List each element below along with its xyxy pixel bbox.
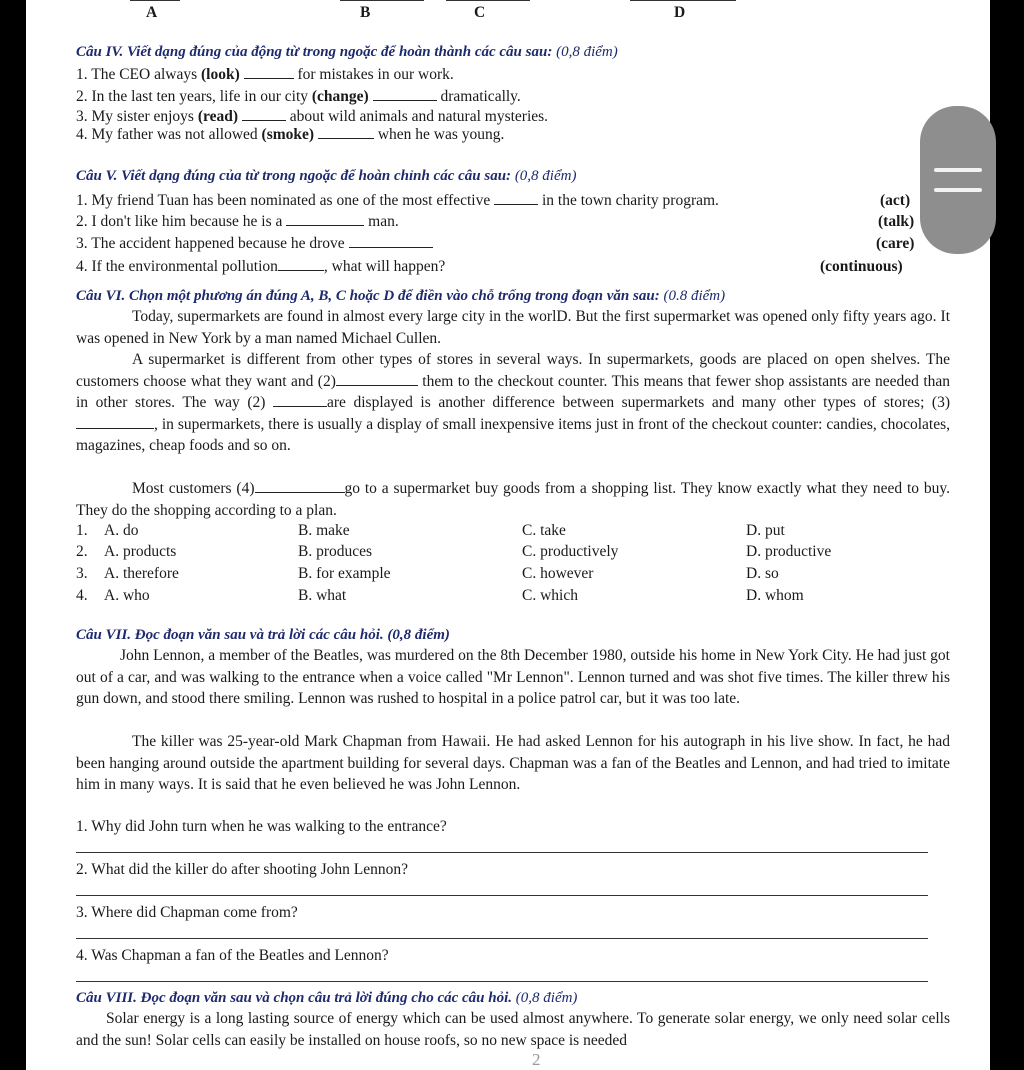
section-4-item-2: 2. In the last ten years, life in our city (change) dramatically. — [76, 88, 521, 105]
answer-letter-c: C — [474, 4, 486, 21]
answer-line-c — [446, 0, 530, 1]
answer-blank[interactable] — [278, 258, 324, 271]
option-a[interactable]: A. products — [104, 543, 177, 560]
question-4: 4. Was Chapman a fan of the Beatles and Lennon? — [76, 947, 389, 964]
section-6-title: Câu VI. Chọn một phương án đúng A, B, C hoặc D để điền vào chỗ trống trong đoạn văn sau: — [76, 288, 660, 304]
section-5-item-3: 3. The accident happened because he drove — [76, 235, 433, 253]
screen-frame-left — [0, 0, 26, 1070]
answer-letter-d: D — [674, 4, 686, 21]
option-b[interactable]: B. make — [298, 522, 350, 539]
section-5-points: (0,8 điểm) — [514, 168, 577, 184]
answer-line[interactable] — [76, 981, 928, 982]
section-7-paragraph-1: John Lennon, a member of the Beatles, was murdered on the 8th December 1980, outside his home in New York City. He had just got out of a car, and was walking to the entrance when a voice called "Mr Lennon". Lennon turned and was shot five times. The killer threw his gun down, and stood there smiling. Lennon was rushed to hospital in a police patrol car, but it was too late. — [76, 647, 950, 707]
section-4-title: Câu IV. Viết dạng đúng của động từ trong ngoặc để hoàn thành các câu sau: — [76, 44, 553, 60]
option-d[interactable]: D. productive — [746, 543, 832, 560]
option-b[interactable]: B. produces — [298, 543, 373, 560]
answer-line-b — [340, 0, 424, 1]
section-5-heading — [76, 168, 576, 185]
option-a[interactable]: A. do — [104, 522, 139, 539]
option-a[interactable]: A. who — [104, 587, 150, 604]
option-d[interactable]: D. put — [746, 522, 785, 539]
question-1: 1. Why did John turn when he was walking to the entrance? — [76, 818, 447, 835]
section-8-points: (0,8 điểm) — [515, 990, 578, 1006]
section-8-title: Câu VIII. Đọc đoạn văn sau và chọn câu trả lời đúng cho các câu hỏi. — [76, 990, 513, 1006]
answer-letter-b: B — [360, 4, 371, 21]
answer-letter-a: A — [146, 4, 158, 21]
option-b[interactable]: B. what — [298, 587, 347, 604]
grip-line-icon — [934, 168, 982, 172]
scroll-handle[interactable] — [920, 106, 996, 254]
answer-blank[interactable] — [242, 108, 286, 121]
section-7-paragraph-2: The killer was 25-year-old Mark Chapman from Hawaii. He had asked Lennon for his autograph in his live show. In fact, he had been hanging around outside the apartment building for several days. Chapman was a fan of the Beatles and Lennon, and had tried to imitate him in many ways. It is said that he even believed he was John Lennon. — [76, 733, 950, 793]
option-number: 2. — [76, 543, 88, 560]
answer-blank[interactable] — [286, 213, 364, 226]
section-5-item-1: 1. My friend Tuan has been nominated as one of the most effective in the town charity program. — [76, 192, 719, 209]
section-8-paragraph-1: Solar energy is a long lasting source of energy which can be used almost anywhere. To generate solar energy, we only need solar cells and the sun! Solar cells can easily be installed on house roofs, so no new space is needed — [76, 1010, 950, 1049]
option-number: 3. — [76, 565, 88, 582]
section-6-paragraph-3: Most customers (4) go to a supermarket buy goods from a shopping list. They know exactly what they need to buy. They do the shopping according to a plan. — [76, 480, 950, 519]
option-number: 1. — [76, 522, 88, 539]
section-6-paragraph-2: A supermarket is different from other types of stores in several ways. In supermarkets, goods are placed on open shelves. The customers choose what they want and (2) them to the checkout counter. This means that fewer shop assistants are needed than in other stores. The way (2) are displayed is another difference between supermarkets and many other types of stores; (3), in supermarkets, there is usually a display of small inexpensive items just in front of the checkout counter: candies, chocolates, magazines, cheap foods and so on. — [76, 351, 951, 454]
section-5-item-2: 2. I don't like him because he is a man. — [76, 213, 399, 230]
option-c[interactable]: C. which — [522, 587, 578, 604]
answer-blank[interactable] — [76, 416, 154, 429]
document-page[interactable] — [26, 0, 990, 1070]
section-5-word-1: (act) — [880, 192, 911, 209]
section-4-heading — [76, 44, 618, 61]
option-c[interactable]: C. take — [522, 522, 566, 539]
section-4-item-4: 4. My father was not allowed (smoke) when he was young. — [76, 126, 505, 143]
answer-blank[interactable] — [244, 66, 294, 79]
option-c[interactable]: C. however — [522, 565, 594, 582]
answer-blank[interactable] — [255, 480, 345, 493]
answer-line-d — [630, 0, 736, 1]
answer-blank[interactable] — [318, 126, 374, 139]
grip-line-icon — [934, 188, 982, 192]
question-3: 3. Where did Chapman come from? — [76, 904, 298, 921]
section-4-item-3: 3. My sister enjoys (read) about wild animals and natural mysteries. — [76, 108, 549, 125]
option-d[interactable]: D. whom — [746, 587, 804, 604]
section-5-word-4: (continuous) — [820, 258, 903, 275]
section-5-word-2: (talk) — [878, 213, 915, 230]
section-4-item-1: 1. The CEO always (look) for mistakes in our work. — [76, 66, 454, 83]
section-5-title: Câu V. Viết dạng đúng của từ trong ngoặc để hoàn chỉnh các câu sau: — [76, 168, 512, 184]
page-number: 2 — [532, 1050, 541, 1069]
answer-line-a — [130, 0, 180, 1]
section-7-heading: Câu VII. Đọc đoạn văn sau và trả lời các câu hỏi. (0,8 điểm) — [76, 627, 450, 643]
section-5-item-4: 4. If the environmental pollution , what will happen? — [76, 258, 446, 275]
section-5-word-3: (care) — [876, 235, 915, 252]
option-number: 4. — [76, 587, 88, 604]
section-6-points: (0.8 điểm) — [663, 288, 726, 304]
answer-blank[interactable] — [373, 88, 437, 101]
option-d[interactable]: D. so — [746, 565, 779, 582]
answer-blank[interactable] — [494, 192, 538, 205]
answer-line[interactable] — [76, 852, 928, 853]
section-6-heading — [76, 288, 725, 305]
answer-blank[interactable] — [336, 373, 418, 386]
section-6-paragraph-1: Today, supermarkets are found in almost every large city in the worlD. But the first supermarket was opened only fifty years ago. It was opened in New York by a man named Michael Cullen. — [76, 308, 950, 347]
answer-line[interactable] — [76, 938, 928, 939]
answer-line[interactable] — [76, 895, 928, 896]
answer-blank[interactable] — [349, 235, 433, 248]
option-b[interactable]: B. for example — [298, 565, 391, 582]
option-c[interactable]: C. productively — [522, 543, 619, 560]
question-2: 2. What did the killer do after shooting John Lennon? — [76, 861, 409, 878]
section-8-heading — [76, 990, 577, 1007]
option-a[interactable]: A. therefore — [104, 565, 179, 582]
answer-blank[interactable] — [273, 394, 327, 407]
section-4-points: (0,8 điểm) — [556, 44, 618, 60]
